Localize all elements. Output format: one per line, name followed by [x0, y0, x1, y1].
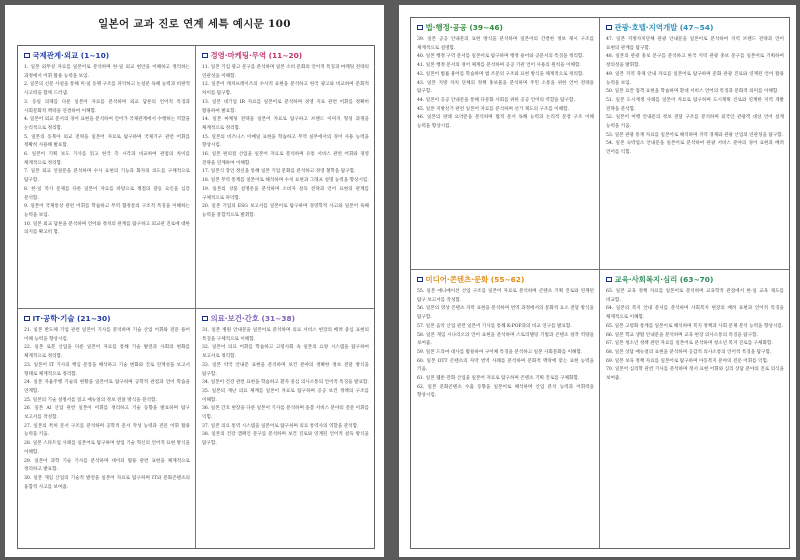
entry-list [202, 327, 369, 449]
entry-item: 14. 일본 마케팅 전략을 일본어 자료로 탐구하고 브랜드 이미지 형성 과정을 체계적으로 정리함. [202, 117, 369, 131]
entry-item: 30. 일본 게임 산업의 기술적 발전을 일본어 자료로 탐구하며 IT와 문화콘텐츠의 융합적 사고를 보여줌. [24, 475, 190, 490]
cat-it-cell [18, 309, 196, 548]
entry-list [606, 288, 784, 384]
entry-item: 21. 일본 반도체 기업 관련 일본어 기사를 분석하며 기술 산업 어휘와 전문 용어 이해 능력을 향상시킴. [24, 328, 190, 342]
entry-item: 54. 일본 숙박업소 안내문을 일본어로 분석하여 관광 서비스 분야의 경어 표현과 배려 언어를 익힘. [606, 141, 784, 156]
category-header [606, 22, 784, 33]
entry-item: 68. 일본 상담 매뉴얼의 표현을 분석하며 공감적 의사소통의 언어적 특징을 탐구함. [606, 349, 772, 355]
entry-item: 51. 일본 도시재생 사례를 일본어 자료로 탐구하며 도시계획 진로와 연계한 지역 개발 전략을 분석함. [606, 97, 784, 112]
entry-item: 28. 일본 스타트업 사례를 일본어로 탐구하며 창업 기술 혁신의 언어적 표현 방식을 이해함. [24, 441, 190, 455]
category-header [24, 50, 190, 61]
entry-item: 48. 일본의 관광 홍보 문구를 분석하고 한국 지역 관광 홍보 문구를 일본어로 기획하여 창의성을 발휘함. [606, 54, 784, 69]
entry-item: 27. 일본의 특허 문서 구조를 분석하며 공학적 문서 작성 능력과 전문 어휘 활용 능력을 키움. [24, 423, 190, 438]
square-bullet-icon [202, 53, 208, 59]
category-title: 미디어·콘텐츠·문화 (55~62) [425, 275, 525, 284]
entry-item: 53. 일본 관광 통계 자료를 일본어로 해석하며 지역 경제와 관광 산업의 연관성을 탐구함. [606, 132, 784, 138]
entry-item: 58. 일본 게임 시나리오의 언어 표현을 분석하며 스토리텔링 기법과 콘텐츠 창작 역량을 보여줌. [417, 332, 594, 347]
entry-item: 46. 일본의 판례 요약문을 분석하며 법적 문서 독해 능력과 논리적 문장 구조 이해 능력을 향상시킴. [417, 115, 594, 130]
page-title: 일본어 교과 진로 연계 세특 예시문 100 [98, 18, 291, 30]
entry-item: 5. 일본의 동북아 외교 전략을 일본어 자료로 탐구하며 국제기구 관련 어휘를 정확히 사용해 발표함. [24, 134, 190, 149]
cat-tour-cell [600, 18, 789, 270]
entry-item: 62. 일본 문화콘텐츠 수출 동향을 일본어로 해석하며 산업 분석 능력과 어휘력을 향상시킴. [417, 384, 594, 399]
category-title: 교육·사회복지·심리 (63~70) [614, 275, 714, 284]
entry-item: 64. 일본의 복지 안내 문서를 분석하며 사회복지 현장의 배려 표현과 언어적 특징을 체계적으로 이해함. [606, 306, 784, 321]
category-title: IT·공학·기술 (21~30) [32, 314, 111, 323]
square-bullet-icon [417, 277, 423, 283]
entry-item: 52. 일본어 여행 안내문의 정보 전달 구조를 분석하며 외국인 관광객 대상 언어 설계 능력을 키움. [606, 115, 784, 130]
entry-list [417, 36, 594, 132]
document-page-left [5, 5, 384, 557]
category-title: 관광·호텔·지역개발 (47~54) [614, 23, 714, 32]
entry-item: 11. 일본 기업 광고 문구를 분석하며 일본 소비 문화의 언어적 특징과 마케팅 전략의 연관성을 이해함. [202, 65, 369, 79]
entry-item: 18. 일본 무역 통계를 일본어로 해석하며 수치 표현과 그래프 설명 능력을 향상시킴. [202, 178, 369, 184]
entry-item: 56. 일본의 영상 콘텐츠 자막 표현을 분석하며 번역 과정에서의 문화적 요소 전달 방식을 탐구함. [417, 306, 594, 321]
entry-item: 42. 일본어 법률 용어를 학습하며 법 조문의 구조와 표현 방식을 체계적으로 정리함. [417, 71, 584, 77]
entry-item: 59. 일본 드라마 대사를 활용하여 구어체 특징을 분석하고 일본 사회문화를 이해함. [417, 349, 583, 355]
category-header [606, 274, 784, 285]
entry-item: 67. 일본 청소년 정책 관련 자료를 일본어로 분석하며 청소년 복지 진로를 구체화함. [606, 341, 773, 347]
entry-list [202, 64, 369, 221]
square-bullet-icon [606, 25, 612, 31]
entry-item: 19. 일본의 상품 설명문을 분석하며 소비자 설득 전략과 언어 표현의 관계를 구체적으로 파악함. [202, 186, 369, 201]
category-title: 국제관계·외교 (1~10) [32, 51, 110, 60]
entry-item: 40. 일본 행정 구역 문서를 일본어로 탐구하며 행정 용어와 공문서의 특징을 정리함. [417, 54, 584, 60]
entry-item: 26. 일본 AI 산업 관련 일본어 어휘를 정리하고 기술 동향을 발표하며 탐구 보고서를 작성함. [24, 406, 190, 421]
category-header [24, 313, 190, 324]
entry-item: 66. 일본 학교 생활 안내문을 분석하며 교육 현장 의사소통의 특징을 탐구함. [606, 332, 759, 338]
entry-list [24, 327, 190, 492]
category-grid-left [17, 45, 375, 549]
entry-item: 25. 일본의 기술 설명서를 읽고 매뉴얼의 정보 전달 방식을 분석함. [24, 397, 157, 403]
entry-item: 65. 일본 고령화 통계를 일본어로 해석하며 복지 정책과 사회 문제 분석 능력을 향상시킴. [606, 323, 784, 329]
entry-item: 50. 일본 료칸 접객 표현을 학습하며 환대 서비스 언어의 특징과 문화적 의미를 이해함. [606, 89, 779, 95]
square-bullet-icon [202, 316, 208, 322]
entry-item: 24. 일본 자율주행 기술의 현황을 일본어로 탐구하며 공학적 관점과 언어 학습을 연계함. [24, 380, 190, 394]
entry-item: 12. 일본어 캐치프레이즈의 수사적 표현을 분석하고 한국 광고와 비교하여 문화적 차이를 탐구함. [202, 82, 369, 97]
category-grid-right [410, 17, 790, 549]
entry-item: 33. 일본 약국 안내문 표현을 분석하며 보건 분야의 정확한 정보 전달 방식을 탐구함. [202, 362, 369, 377]
category-header [417, 22, 594, 33]
document-page-right [399, 5, 796, 557]
category-title: 경영·마케팅·무역 (11~20) [210, 51, 303, 60]
category-header [202, 50, 369, 61]
cat-media-cell [411, 270, 600, 548]
cat-med-cell [196, 309, 374, 548]
entry-item: 63. 일본 교육 정책 자료를 일본어로 분석하며 교육학적 관점에서 한·일 교육 제도를 비교함. [606, 289, 784, 303]
entry-item: 3. 동일 의제를 다룬 일본어 자료를 분석하며 외교 담론의 언어적 특징과 사회문화적 맥락을 연결하여 이해함. [24, 99, 190, 114]
square-bullet-icon [24, 316, 30, 322]
entry-item: 9. 일본어 국제통상 관련 어휘를 학습하고 무역 협정문의 구조적 특징을 이해하는 능력을 보임. [24, 204, 190, 218]
cat-law-cell [411, 18, 600, 270]
entry-item: 34. 일본어 건강 관련 표현을 학습하고 환자 중심 의사소통의 언어적 특징을 발표함. [202, 380, 369, 386]
entry-item: 61. 일본 웹툰·만화 산업을 일본어 자료로 탐구하며 콘텐츠 기획 진로를 구체화함. [417, 376, 580, 382]
entry-item: 44. 일본어 공공 안내문을 통해 다문화 사회를 위한 공공 언어의 역할을 탐구함. [417, 97, 575, 103]
category-header [202, 313, 369, 324]
entry-item: 31. 일본 병원 안내문을 일본어로 분석하며 의료 서비스 현장의 배려 중심 표현의 특징을 구체적으로 이해함. [202, 328, 369, 342]
entry-item: 45. 일본 지방선거 관련 일본어 자료를 분석하며 선거 제도의 구조를 이해함. [417, 106, 570, 112]
entry-item: 4. 일본어 외교 문서의 경어 표현을 분석하여 언어가 국제관계에서 수행하는 역할을 논리적으로 정리함. [24, 117, 190, 131]
entry-list [24, 64, 190, 238]
entry-item: 41. 일본 행정 문서의 경어 체계를 분석하며 공공 기관 언어 사용의 원칙을 이해함. [417, 63, 581, 69]
entry-item: 1. 일본 외무성 자료를 일본어로 분석하며 한·일 외교 현안을 이해하고 정리하는 과정에서 어휘 활용 능력을 보임. [24, 65, 190, 79]
entry-item: 6. 일본어 기획 보도 기사를 읽고 한국 측 시각과 비교하여 관점의 차이를 체계적으로 정리함. [24, 152, 190, 166]
category-title: 의료·보건·간호 (31~38) [210, 314, 296, 323]
entry-item: 70. 일본어 심리학 관련 기사를 분석하며 정서 표현 어휘와 심리 상담 분야의 진로 의식을 보여줌. [606, 367, 784, 382]
entry-item: 8. 한·일 역사 문제를 다룬 일본어 자료를 바탕으로 쟁점의 갈등 요인을 심층 분석함. [24, 186, 190, 201]
entry-item: 36. 일본 간호 현장을 다룬 일본어 기사를 분석하며 돌봄 서비스 분야의 전문 어휘를 익힘. [202, 406, 369, 421]
entry-item: 10. 일본 외교 담론을 분석하며 언어와 정치의 관계를 탐구하고 외교관 진로에 대한 의지를 확고히 함. [24, 221, 190, 236]
entry-item: 69. 일본 보육 정책 자료를 일본어로 탐구하며 아동복지 분야의 전문 어휘를 익힘. [606, 358, 769, 364]
entry-item: 20. 일본 기업의 ESG 보고서를 일본어로 탐구하며 경영학적 사고와 일본어 독해 능력을 통합적으로 발휘함. [202, 204, 369, 218]
entry-item: 2. 일본의 신문 사설을 통해 미·일 동맹 구조를 파악하고 논설문 독해 능력과 비판적 사고력을 함께 드러냄. [24, 82, 190, 97]
category-header [417, 274, 594, 285]
entry-list [606, 36, 784, 158]
entry-item: 13. 일본 대기업 IR 자료를 일본어로 분석하며 경영 지표 관련 어휘를 정확히 활용하여 발표함. [202, 99, 369, 114]
entry-item: 32. 일본어 의료 어휘를 학습하고 고령사회 속 일본의 요양 시스템을 탐구하여 보고서로 정리함. [202, 345, 369, 360]
square-bullet-icon [417, 25, 423, 31]
entry-item: 49. 일본 지역 축제 안내 자료를 일본어로 탐구하며 문화 관광 진로와 연계된 언어 활용 능력을 보임. [606, 71, 784, 86]
cat-bus-cell [196, 46, 374, 309]
entry-item: 60. 일본 OTT 콘텐츠의 자막 번역 사례를 분석하며 문화적 맥락에 맞는 표현 능력을 키움. [417, 358, 594, 373]
cat-int-cell [18, 46, 196, 309]
entry-list [417, 288, 594, 401]
square-bullet-icon [606, 277, 612, 283]
entry-item: 35. 일본의 재난 의료 체계를 일본어 자료로 탐구하며 공공 보건 정책의 구조를 이해함. [202, 388, 369, 403]
entry-item: 17. 일본식 장인 정신을 통해 일본 기업 문화를 분석하고 경영 철학을 탐구함. [202, 169, 356, 175]
entry-item: 57. 일본 음악 산업 관련 일본어 기사를 통해 K-POP과의 비교 연구를 발표함. [417, 323, 572, 329]
entry-item: 47. 일본 지방자치단체 관광 안내문을 일본어로 분석하여 지역 브랜드 전략과 언어 표현의 관계를 탐구함. [606, 37, 784, 51]
entry-item: 55. 일본 애니메이션 산업 구조를 일본어 자료로 분석하며 콘텐츠 기획 진로와 연계된 탐구 보고서를 작성함. [417, 289, 594, 303]
entry-item: 16. 일본 편의점 산업을 일본어 자료로 분석하며 유통 서비스 관련 어휘와 경영 전략을 연계하여 이해함. [202, 152, 369, 166]
entry-item: 43. 일본 지방 자치 단체의 정책 홍보물을 분석하며 주민 소통을 위한 언어 전략을 탐구함. [417, 80, 594, 95]
entry-item: 23. 일본어 IT 기사의 핵심 문장을 해석하고 기술 변화와 진로 연계성을 보고서 형태로 체계적으로 정리함. [24, 362, 190, 377]
entry-item: 22. 일본 로봇 산업을 다룬 일본어 자료를 통해 기술 발전과 사회의 변화를 체계적으로 정리함. [24, 345, 190, 360]
cat-edu-cell [600, 270, 789, 548]
entry-item: 29. 일본어 과학 기술 기사를 분석하며 데이터 활용 관련 표현을 체계적으로 정리하고 발표함. [24, 458, 190, 473]
entry-item: 38. 일본의 건강 캠페인 문구를 분석하며 보건 진로와 연계된 언어적 설득 방식을 탐구함. [202, 432, 369, 447]
square-bullet-icon [24, 53, 30, 59]
entry-item: 7. 일본 외교 연설문을 분석하며 수사 표현의 기능과 화자의 의도를 구체적으로 탐구함. [24, 169, 190, 184]
entry-item: 15. 일본의 비즈니스 이메일 표현을 학습하고 무역 실무에서의 경어 사용 능력을 향상시킴. [202, 134, 369, 149]
entry-item: 39. 일본 공공 안내문의 표현 방식을 분석하며 일본어의 간결한 정보 제시 구조를 체계적으로 설명함. [417, 37, 594, 51]
entry-item: 37. 일본 의료 통역 시스템을 일본어로 탐구하며 의료 통역사의 역할을 분석함. [202, 423, 359, 429]
category-title: 법·행정·공공 (39~46) [425, 23, 503, 32]
